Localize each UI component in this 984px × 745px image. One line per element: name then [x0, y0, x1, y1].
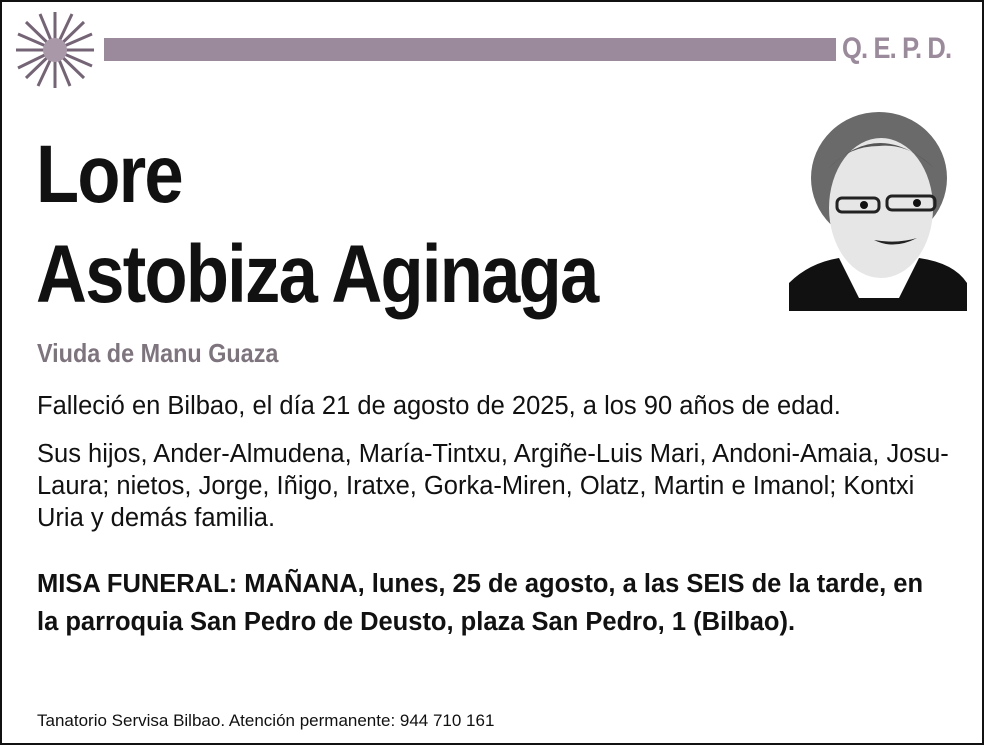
header-bar [104, 38, 836, 61]
last-name: Astobiza Aginaga [36, 229, 598, 320]
widow-of: Viuda de Manu Guaza [37, 338, 279, 368]
funeral-info: MISA FUNERAL: MAÑANA, lunes, 25 de agosto, a las SEIS de la tarde, en la parroquia San Pedro de Deusto, plaza San Pedro, 1 (Bilbao). [37, 570, 924, 636]
qepd-label: Q. E. P. D. [842, 32, 952, 65]
family-list: Sus hijos, Ander-Almudena, María-Tintxu, Argiñe-Luis Mari, Andoni-Amaia, Josu-Laura; nietos, Jorge, Iñigo, Iratxe, Gorka-Miren, Olatz, Martin e Imanol; Kontxi Uria y demás familia. [37, 440, 949, 532]
death-notice: Falleció en Bilbao, el día 21 de agosto de 2025, a los 90 años de edad. [37, 392, 841, 420]
funeral-home-footer: Tanatorio Servisa Bilbao. Atención permanente: 944 710 161 [37, 711, 495, 730]
first-name: Lore [36, 129, 182, 220]
portrait-photo [789, 98, 967, 311]
flower-burst-icon [12, 10, 98, 90]
